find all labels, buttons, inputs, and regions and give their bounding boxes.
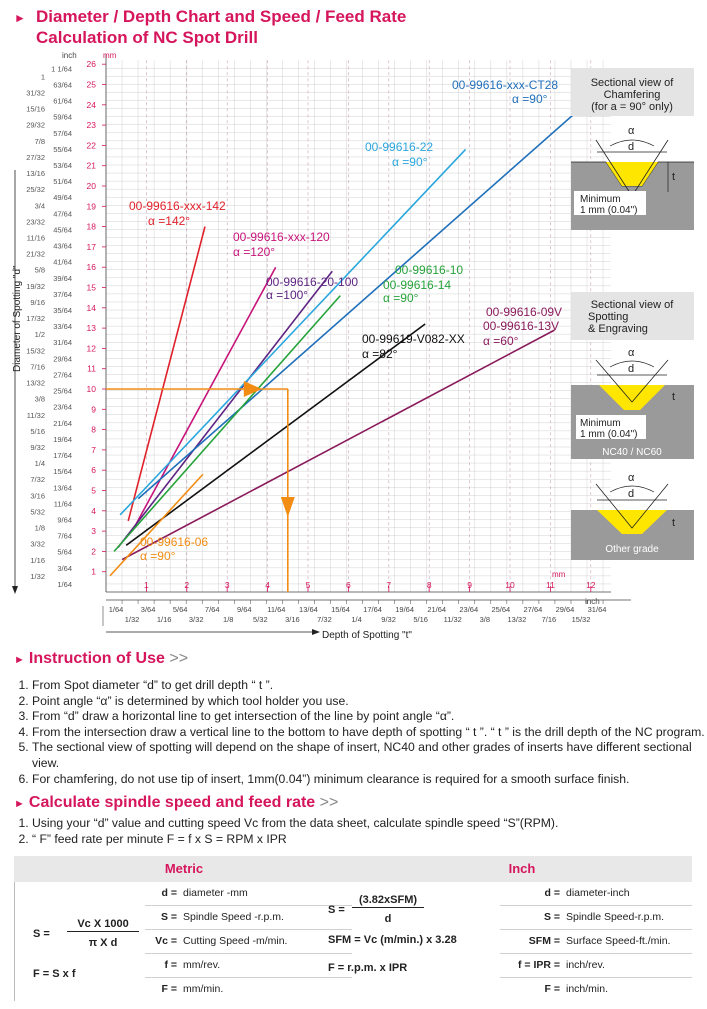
y-inch64-tick-label: 31/64 xyxy=(53,338,72,348)
inch-row-key: f = IPR = xyxy=(517,959,560,971)
spindle-item: 2. “ F” feed rate per minute F = f x S = RPM x IPR xyxy=(32,832,707,848)
sectional-view-spotting xyxy=(571,292,694,459)
spot-title-3: & Engraving xyxy=(588,323,648,335)
inch-row xyxy=(500,930,692,954)
x-inch64-tick-label: 11/64 xyxy=(267,605,286,614)
y-inch64-tick-label: 17/64 xyxy=(53,451,72,461)
chamfer-min-2: 1 mm (0.04") xyxy=(580,205,638,216)
x-inch32-tick-label: 7/32 xyxy=(317,615,332,624)
x-mm-tick-label: 2 xyxy=(184,580,190,590)
x-inch32-tick-label: 1/32 xyxy=(124,615,140,624)
instruction-item: 5. The sectional view of spotting will depend on the shape of insert, NC40 and other grades of inserts have different sectional view. xyxy=(32,740,707,771)
label-s100-angle: α =100° xyxy=(266,288,309,302)
inch-f-eq: F = r.p.m. x IPR xyxy=(328,962,408,974)
y-mm-tick-label: 22 xyxy=(86,140,96,151)
x-inch32-tick-label: 1/8 xyxy=(223,615,234,624)
x-inch32-tick-label: 9/32 xyxy=(381,615,396,624)
y-inch64-tick-label: 45/64 xyxy=(53,225,72,235)
y-inch32-tick-label: 9/32 xyxy=(30,442,45,452)
x-inch32-tick-label: 3/32 xyxy=(188,615,204,624)
inch-formula-table xyxy=(328,856,692,1001)
y-inch64-tick-label: 29/64 xyxy=(53,354,72,364)
inch-row-value: inch/rev. xyxy=(566,959,605,971)
label-s082-angle: α =82° xyxy=(362,347,398,361)
metric-denominator: π X d xyxy=(88,937,118,949)
y-mm-tick-label: 9 xyxy=(91,404,96,415)
y-inch64-tick-label: 11/64 xyxy=(53,499,72,509)
y-inch32-tick-label: 7/16 xyxy=(30,362,45,372)
y-inch32-tick-label: 3/32 xyxy=(30,539,45,549)
x-unit-mm: mm xyxy=(552,570,566,579)
x-inch64-tick-label: 27/64 xyxy=(523,605,543,614)
instruction-item: 2. Point angle “α” is determined by which tool holder you use. xyxy=(32,694,707,710)
y-mm-tick-label: 16 xyxy=(86,262,96,273)
label-s22-angle: α =90° xyxy=(392,155,428,169)
y-mm-tick-label: 12 xyxy=(86,343,96,354)
y-inch32-tick-label: 7/8 xyxy=(34,136,45,146)
x-inch64-tick-label: 31/64 xyxy=(587,605,607,614)
label-ct28: 00-99616-xxx-CT28 xyxy=(452,78,559,92)
inch-row-key: d = xyxy=(544,887,560,899)
y-inch64-tick-label: 35/64 xyxy=(53,306,72,316)
spot-t: t xyxy=(672,391,676,403)
y-inch64-tick-label: 15/64 xyxy=(53,467,72,477)
y-mm-tick-label: 17 xyxy=(86,241,96,252)
spot-title-1: Sectional view of xyxy=(590,299,674,311)
x-mm-tick-label: 12 xyxy=(586,580,596,590)
spot-alpha: α xyxy=(628,347,635,359)
y-inch64-tick-label: 63/64 xyxy=(53,80,72,90)
y-mm-tick-label: 11 xyxy=(87,363,96,374)
y-mm-tick-label: 21 xyxy=(86,160,96,171)
x-inch32-tick-label: 1/4 xyxy=(351,615,362,624)
instruction-heading xyxy=(14,650,188,668)
title-line-1: Diameter / Depth Chart and Speed / Feed Rate xyxy=(36,7,407,26)
inch-row xyxy=(500,978,692,1001)
inch-row-value: diameter-inch xyxy=(566,887,630,899)
y-inch64-tick-label: 47/64 xyxy=(53,209,72,219)
example-down-arrow-icon xyxy=(281,497,295,517)
x-mm-tick-label: 4 xyxy=(265,580,270,590)
x-inch32-tick-label: 5/32 xyxy=(253,615,268,624)
y-mm-tick-label: 15 xyxy=(86,282,96,293)
x-mm-tick-label: 1 xyxy=(144,580,149,590)
metric-table-header: Metric xyxy=(14,856,354,882)
y-inch32-tick-label: 1/2 xyxy=(34,330,45,340)
y-inch32-tick-label: 27/32 xyxy=(26,152,45,162)
metric-s-eq: S = xyxy=(33,928,50,940)
x-inch64-tick-label: 15/64 xyxy=(331,605,350,614)
y-unit-mm: mm xyxy=(103,51,117,60)
y-inch32-tick-label: 15/32 xyxy=(26,346,45,356)
y-inch32-tick-label: 13/16 xyxy=(26,169,45,179)
x-inch64-tick-label: 25/64 xyxy=(491,605,511,614)
y-inch32-tick-label: 1/8 xyxy=(34,523,45,533)
metric-row-value: Spindle Speed -r.p.m. xyxy=(183,911,284,923)
y-mm-tick-label: 19 xyxy=(86,201,96,212)
label-s142-angle: α =142° xyxy=(148,214,191,228)
x-inch64-tick-label: 1/64 xyxy=(108,605,124,614)
instruction-item: 4. From the intersection draw a vertical line to the bottom to have depth of spotting “ t ”. “ t ” is the drill depth of the NC program. xyxy=(32,725,707,741)
y-mm-tick-label: 20 xyxy=(86,181,96,191)
title-line-2: Calculation of NC Spot Drill xyxy=(36,28,258,47)
y-inch32-tick-label: 19/32 xyxy=(26,281,45,291)
y-mm-tick-label: 3 xyxy=(91,526,96,537)
metric-row-key: d = xyxy=(161,887,177,899)
y-inch32-tick-label: 5/8 xyxy=(34,265,45,275)
sectional-view-other-grade xyxy=(571,472,694,560)
spot-grade: NC40 / NC60 xyxy=(602,447,662,458)
y-inch64-tick-label: 41/64 xyxy=(53,257,72,267)
other-alpha: α xyxy=(628,472,635,484)
y-inch64-tick-label: 39/64 xyxy=(53,273,72,283)
y-mm-tick-label: 7 xyxy=(91,444,96,455)
y-inch32-tick-label: 1/16 xyxy=(30,555,45,565)
chamfer-t: t xyxy=(672,171,676,183)
y-inch32-tick-label: 3/16 xyxy=(30,491,45,501)
metric-row xyxy=(145,882,354,906)
x-mm-tick-label: 5 xyxy=(305,580,311,590)
y-inch32-tick-label: 31/32 xyxy=(26,88,45,98)
instruction-item: 6. For chamfering, do not use tip of insert, 1mm(0.04”) minimum clearance is required for a smooth surface finish. xyxy=(32,772,707,788)
instruction-item: 1. From Spot diameter “d” to get drill depth “ t ”. xyxy=(32,678,707,694)
y-inch32-tick-label: 3/8 xyxy=(34,394,45,404)
y-inch32-tick-label: 3/4 xyxy=(34,201,45,211)
label-s120: 00-99616-xxx-120 xyxy=(233,230,330,244)
instruction-item: 3. From “d” draw a horizontal line to get intersection of the line by point angle “α”. xyxy=(32,709,707,725)
spindle-list xyxy=(12,816,707,847)
label-s09v: 00-99616-09V xyxy=(486,305,563,319)
inch-row xyxy=(500,906,692,930)
inch-s-eq: S = xyxy=(328,904,345,916)
metric-row-key: S = xyxy=(160,911,177,923)
y-mm-tick-label: 10 xyxy=(86,384,96,394)
y-mm-tick-label: 14 xyxy=(86,302,96,313)
y-mm-tick-label: 23 xyxy=(86,120,96,131)
y-inch64-tick-label: 13/64 xyxy=(53,483,72,493)
y-inch64-tick-label: 51/64 xyxy=(53,177,72,187)
spot-min-2: 1 mm (0.04") xyxy=(580,429,638,440)
inch-row xyxy=(500,882,692,906)
section-arrow-icon: ► xyxy=(14,798,25,810)
x-mm-tick-label: 7 xyxy=(386,580,392,590)
x-mm-tick-label: 9 xyxy=(467,580,472,590)
y-inch32-tick-label: 21/32 xyxy=(26,249,45,259)
y-inch32-tick-label: 13/32 xyxy=(26,378,45,388)
y-inch64-tick-label: 53/64 xyxy=(53,161,72,171)
inch-table-body xyxy=(328,882,692,1001)
y-inch64-tick-label: 23/64 xyxy=(53,402,72,412)
x-axis-label: Depth of Spotting "t" xyxy=(322,630,412,641)
x-unit-inch: inch xyxy=(585,597,600,606)
y-inch32-tick-label: 15/16 xyxy=(26,104,45,114)
label-s06-angle: α =90° xyxy=(140,549,176,563)
y-inch64-tick-label: 9/64 xyxy=(57,515,72,525)
y-mm-tick-label: 25 xyxy=(86,79,96,90)
y-mm-tick-label: 6 xyxy=(91,465,96,476)
metric-row xyxy=(145,906,354,930)
x-inch32-tick-label: 3/16 xyxy=(285,615,300,624)
x-mm-tick-label: 3 xyxy=(224,580,230,590)
y-inch64-tick-label: 7/64 xyxy=(57,531,72,541)
metric-formula-table xyxy=(14,856,354,1001)
metric-row xyxy=(145,954,354,978)
y-inch64-tick-label: 1/64 xyxy=(57,579,72,589)
title-arrow-icon: ► xyxy=(14,11,26,25)
metric-row-key: f = xyxy=(164,959,177,971)
spot-d: d xyxy=(628,363,635,375)
label-s082: 00-99619-V082-XX xyxy=(362,332,465,346)
x-inch32-tick-label: 11/32 xyxy=(443,615,462,624)
y-inch32-tick-label: 11/16 xyxy=(26,233,45,243)
y-inch64-tick-label: 49/64 xyxy=(53,193,72,203)
metric-row-value: mm/rev. xyxy=(183,959,221,971)
label-s13v: 00-99616-13V xyxy=(483,319,560,333)
spot-min-1: Minimum xyxy=(580,418,621,429)
series-line xyxy=(132,267,275,531)
instruction-heading-text: Instruction of Use xyxy=(28,650,165,667)
y-inch64-tick-label: 5/64 xyxy=(57,547,72,557)
x-inch32-tick-label: 7/16 xyxy=(541,615,557,624)
label-s22: 00-99616-22 xyxy=(365,140,434,154)
label-s06: 00-99616-06 xyxy=(140,535,209,549)
y-inch32-tick-label: 7/32 xyxy=(30,475,45,485)
inch-numerator: (3.82xSFM) xyxy=(352,894,424,908)
y-mm-tick-label: 5 xyxy=(91,485,96,496)
label-s14: 00-99616-14 xyxy=(383,278,452,292)
label-s14-angle: α =90° xyxy=(383,291,419,305)
y-inch32-tick-label: 17/32 xyxy=(26,314,45,324)
inch-row-key: SFM = xyxy=(528,935,560,947)
y-inch64-tick-label: 25/64 xyxy=(53,386,72,396)
other-d: d xyxy=(628,488,635,500)
metric-row-value: diameter -mm xyxy=(183,887,248,899)
chamfer-title-3: (for a = 90° only) xyxy=(591,101,673,113)
x-inch64-tick-label: 17/64 xyxy=(363,605,382,614)
x-axis-arrow-icon xyxy=(312,629,320,635)
metric-table-body xyxy=(14,882,354,1001)
inch-sfm-eq: SFM = Vc (m/min.) x 3.28 xyxy=(328,934,457,946)
chamfer-title-2: Chamfering xyxy=(603,89,661,101)
inch-row-key: F = xyxy=(544,983,560,995)
y-inch32-tick-label: 1/32 xyxy=(30,571,45,581)
x-inch64-tick-label: 23/64 xyxy=(459,605,479,614)
metric-row-key: Vc = xyxy=(155,935,177,947)
x-inch64-tick-label: 7/64 xyxy=(204,605,220,614)
inch-row-key: S = xyxy=(543,911,560,923)
y-inch32-tick-label: 9/16 xyxy=(30,297,45,307)
label-s142: 00-99616-xxx-142 xyxy=(129,199,226,213)
other-grade: Other grade xyxy=(605,544,659,555)
series-line xyxy=(118,271,332,547)
y-inch32-tick-label: 29/32 xyxy=(26,120,45,130)
inch-row-value: inch/min. xyxy=(566,983,609,995)
x-inch64-tick-label: 29/64 xyxy=(555,605,575,614)
label-s100: 00-99616-20-100 xyxy=(266,275,359,289)
x-inch32-tick-label: 1/16 xyxy=(156,615,172,624)
y-inch64-tick-label: 19/64 xyxy=(53,434,72,444)
y-inch64-tick-label: 61/64 xyxy=(53,96,72,106)
x-inch32-tick-label: 3/8 xyxy=(479,615,491,624)
y-unit-inch: inch xyxy=(62,51,77,60)
label-s120-angle: α =120° xyxy=(233,245,276,259)
inch-row xyxy=(500,954,692,978)
series-line xyxy=(128,227,205,521)
x-mm-tick-label: 11 xyxy=(545,580,555,590)
metric-row-key: F = xyxy=(161,983,177,995)
y-inch64-tick-label: 27/64 xyxy=(53,370,72,380)
y-axis-label: Diameter of Spotting "d" xyxy=(12,265,23,372)
spindle-chevron: >> xyxy=(319,794,339,811)
chamfer-min-1: Minimum xyxy=(580,194,621,205)
y-inch64-tick-label: 37/64 xyxy=(53,289,72,299)
y-inch32-tick-label: 1 xyxy=(40,72,45,82)
y-inch64-tick-label: 1 1/64 xyxy=(51,64,72,74)
y-inch64-tick-label: 55/64 xyxy=(53,144,72,154)
y-inch32-tick-label: 5/32 xyxy=(30,507,45,517)
x-inch64-tick-label: 19/64 xyxy=(395,605,415,614)
x-inch32-tick-label: 5/16 xyxy=(413,615,428,624)
y-axis xyxy=(12,54,106,594)
section-arrow-icon: ► xyxy=(14,654,25,666)
metric-numerator: Vc X 1000 xyxy=(67,918,139,932)
y-mm-tick-label: 2 xyxy=(91,546,96,557)
x-inch32-tick-label: 13/32 xyxy=(507,615,527,624)
metric-f-eq: F = S x f xyxy=(33,968,76,980)
x-inch64-tick-label: 3/64 xyxy=(140,605,156,614)
y-inch32-tick-label: 1/4 xyxy=(34,459,45,469)
x-inch64-tick-label: 9/64 xyxy=(236,605,252,614)
y-inch64-tick-label: 21/64 xyxy=(53,418,72,428)
chamfer-d: d xyxy=(628,141,635,153)
metric-row xyxy=(145,930,354,954)
x-axis xyxy=(103,580,631,635)
y-inch64-tick-label: 3/64 xyxy=(57,563,72,573)
y-mm-tick-label: 24 xyxy=(86,99,96,110)
metric-row-value: Cutting Speed -m/min. xyxy=(183,935,288,947)
y-mm-tick-label: 4 xyxy=(91,505,96,516)
y-inch64-tick-label: 57/64 xyxy=(53,128,72,138)
y-inch32-tick-label: 5/16 xyxy=(30,426,45,436)
spindle-heading xyxy=(14,794,338,812)
y-inch32-tick-label: 23/32 xyxy=(26,217,45,227)
y-mm-tick-label: 8 xyxy=(91,424,96,435)
x-mm-tick-label: 6 xyxy=(346,580,351,590)
spindle-heading-text: Calculate spindle speed and feed rate xyxy=(28,794,316,811)
instruction-list xyxy=(12,678,707,787)
chamfer-alpha: α xyxy=(628,125,635,137)
y-inch32-tick-label: 25/32 xyxy=(26,185,45,195)
label-s13v-angle: α =60° xyxy=(483,334,519,348)
x-mm-tick-label: 10 xyxy=(505,580,515,590)
inch-row-value: Surface Speed-ft./min. xyxy=(566,935,671,947)
x-inch64-tick-label: 21/64 xyxy=(427,605,447,614)
x-mm-tick-label: 8 xyxy=(426,580,432,590)
y-inch32-tick-label: 11/32 xyxy=(26,410,45,420)
y-mm-tick-label: 26 xyxy=(86,59,96,70)
x-inch64-tick-label: 13/64 xyxy=(299,605,318,614)
spot-title-2: Spotting xyxy=(588,311,629,323)
y-mm-tick-label: 18 xyxy=(86,221,96,232)
y-inch64-tick-label: 33/64 xyxy=(53,322,72,332)
instruction-chevron: >> xyxy=(169,650,189,667)
metric-row-value: mm/min. xyxy=(183,983,224,995)
spindle-item: 1. Using your “d” value and cutting speed Vc from the data sheet, calculate spindle speed “S”(RPM). xyxy=(32,816,707,832)
metric-row xyxy=(145,978,354,1001)
y-mm-tick-label: 13 xyxy=(86,323,96,334)
y-inch64-tick-label: 59/64 xyxy=(53,112,72,122)
chamfer-title-1: Sectional view of xyxy=(590,77,674,89)
x-inch64-tick-label: 5/64 xyxy=(172,605,188,614)
inch-row-value: Spindle Speed-r.p.m. xyxy=(566,911,665,923)
y-inch64-tick-label: 43/64 xyxy=(53,241,72,251)
inch-table-header: Inch xyxy=(352,856,692,882)
label-ct28-angle: α =90° xyxy=(512,92,548,106)
other-t: t xyxy=(672,517,676,529)
label-s10: 00-99616-10 xyxy=(395,263,464,277)
y-mm-tick-label: 1 xyxy=(91,566,96,577)
x-inch32-tick-label: 15/32 xyxy=(571,615,591,624)
inch-denominator: d xyxy=(384,913,392,925)
